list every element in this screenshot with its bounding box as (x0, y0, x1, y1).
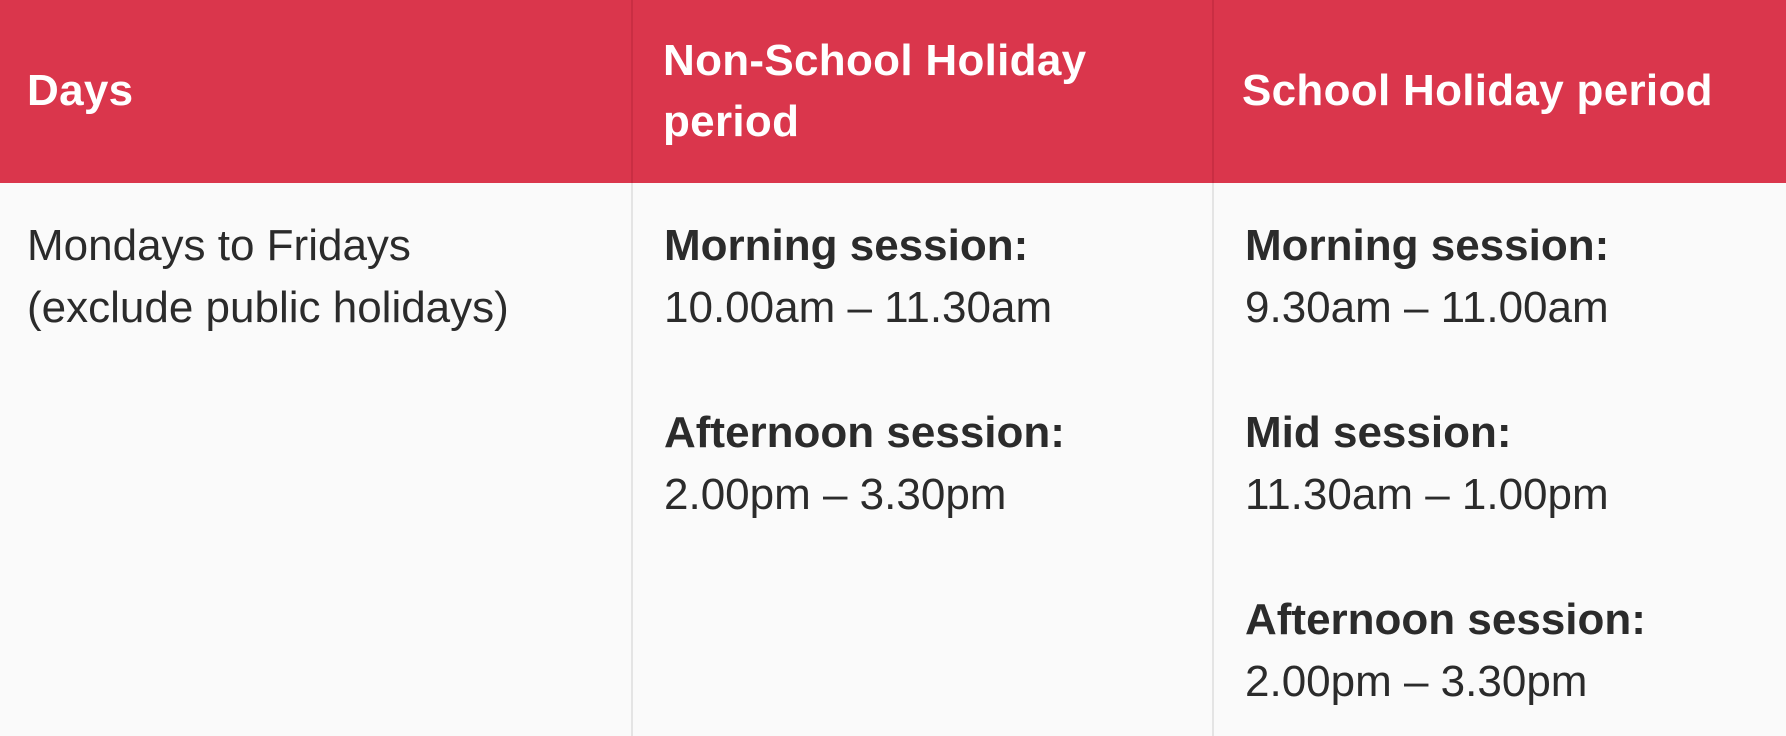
column-divider (631, 0, 633, 736)
cell-days (27, 215, 617, 339)
session-label: Afternoon session: (1245, 595, 1646, 644)
session-entry (664, 402, 1194, 526)
session-label: Afternoon session: (664, 408, 1065, 457)
header-school-holiday-period: School Holiday period (1242, 66, 1713, 115)
cell-non-school-sessions (664, 215, 1194, 526)
days-note: (exclude public holidays) (27, 283, 509, 332)
session-label: Morning session: (1245, 221, 1610, 270)
session-entry (1245, 215, 1775, 339)
session-time: 2.00pm – 3.30pm (1245, 657, 1588, 706)
session-entry (1245, 402, 1775, 526)
header-non-school-holiday-period: Non-School Holiday period (663, 36, 1087, 146)
session-label: Morning session: (664, 221, 1029, 270)
session-time: 9.30am – 11.00am (1245, 283, 1609, 332)
session-time: 11.30am – 1.00pm (1245, 470, 1609, 519)
column-divider (1212, 0, 1214, 736)
cell-school-sessions (1245, 215, 1775, 713)
days-text: Mondays to Fridays (27, 221, 411, 270)
session-entry (1245, 589, 1775, 713)
session-label: Mid session: (1245, 408, 1512, 457)
session-entry (664, 215, 1194, 339)
session-time: 2.00pm – 3.30pm (664, 470, 1007, 519)
header-days: Days (27, 66, 134, 115)
session-time: 10.00am – 11.30am (664, 283, 1053, 332)
